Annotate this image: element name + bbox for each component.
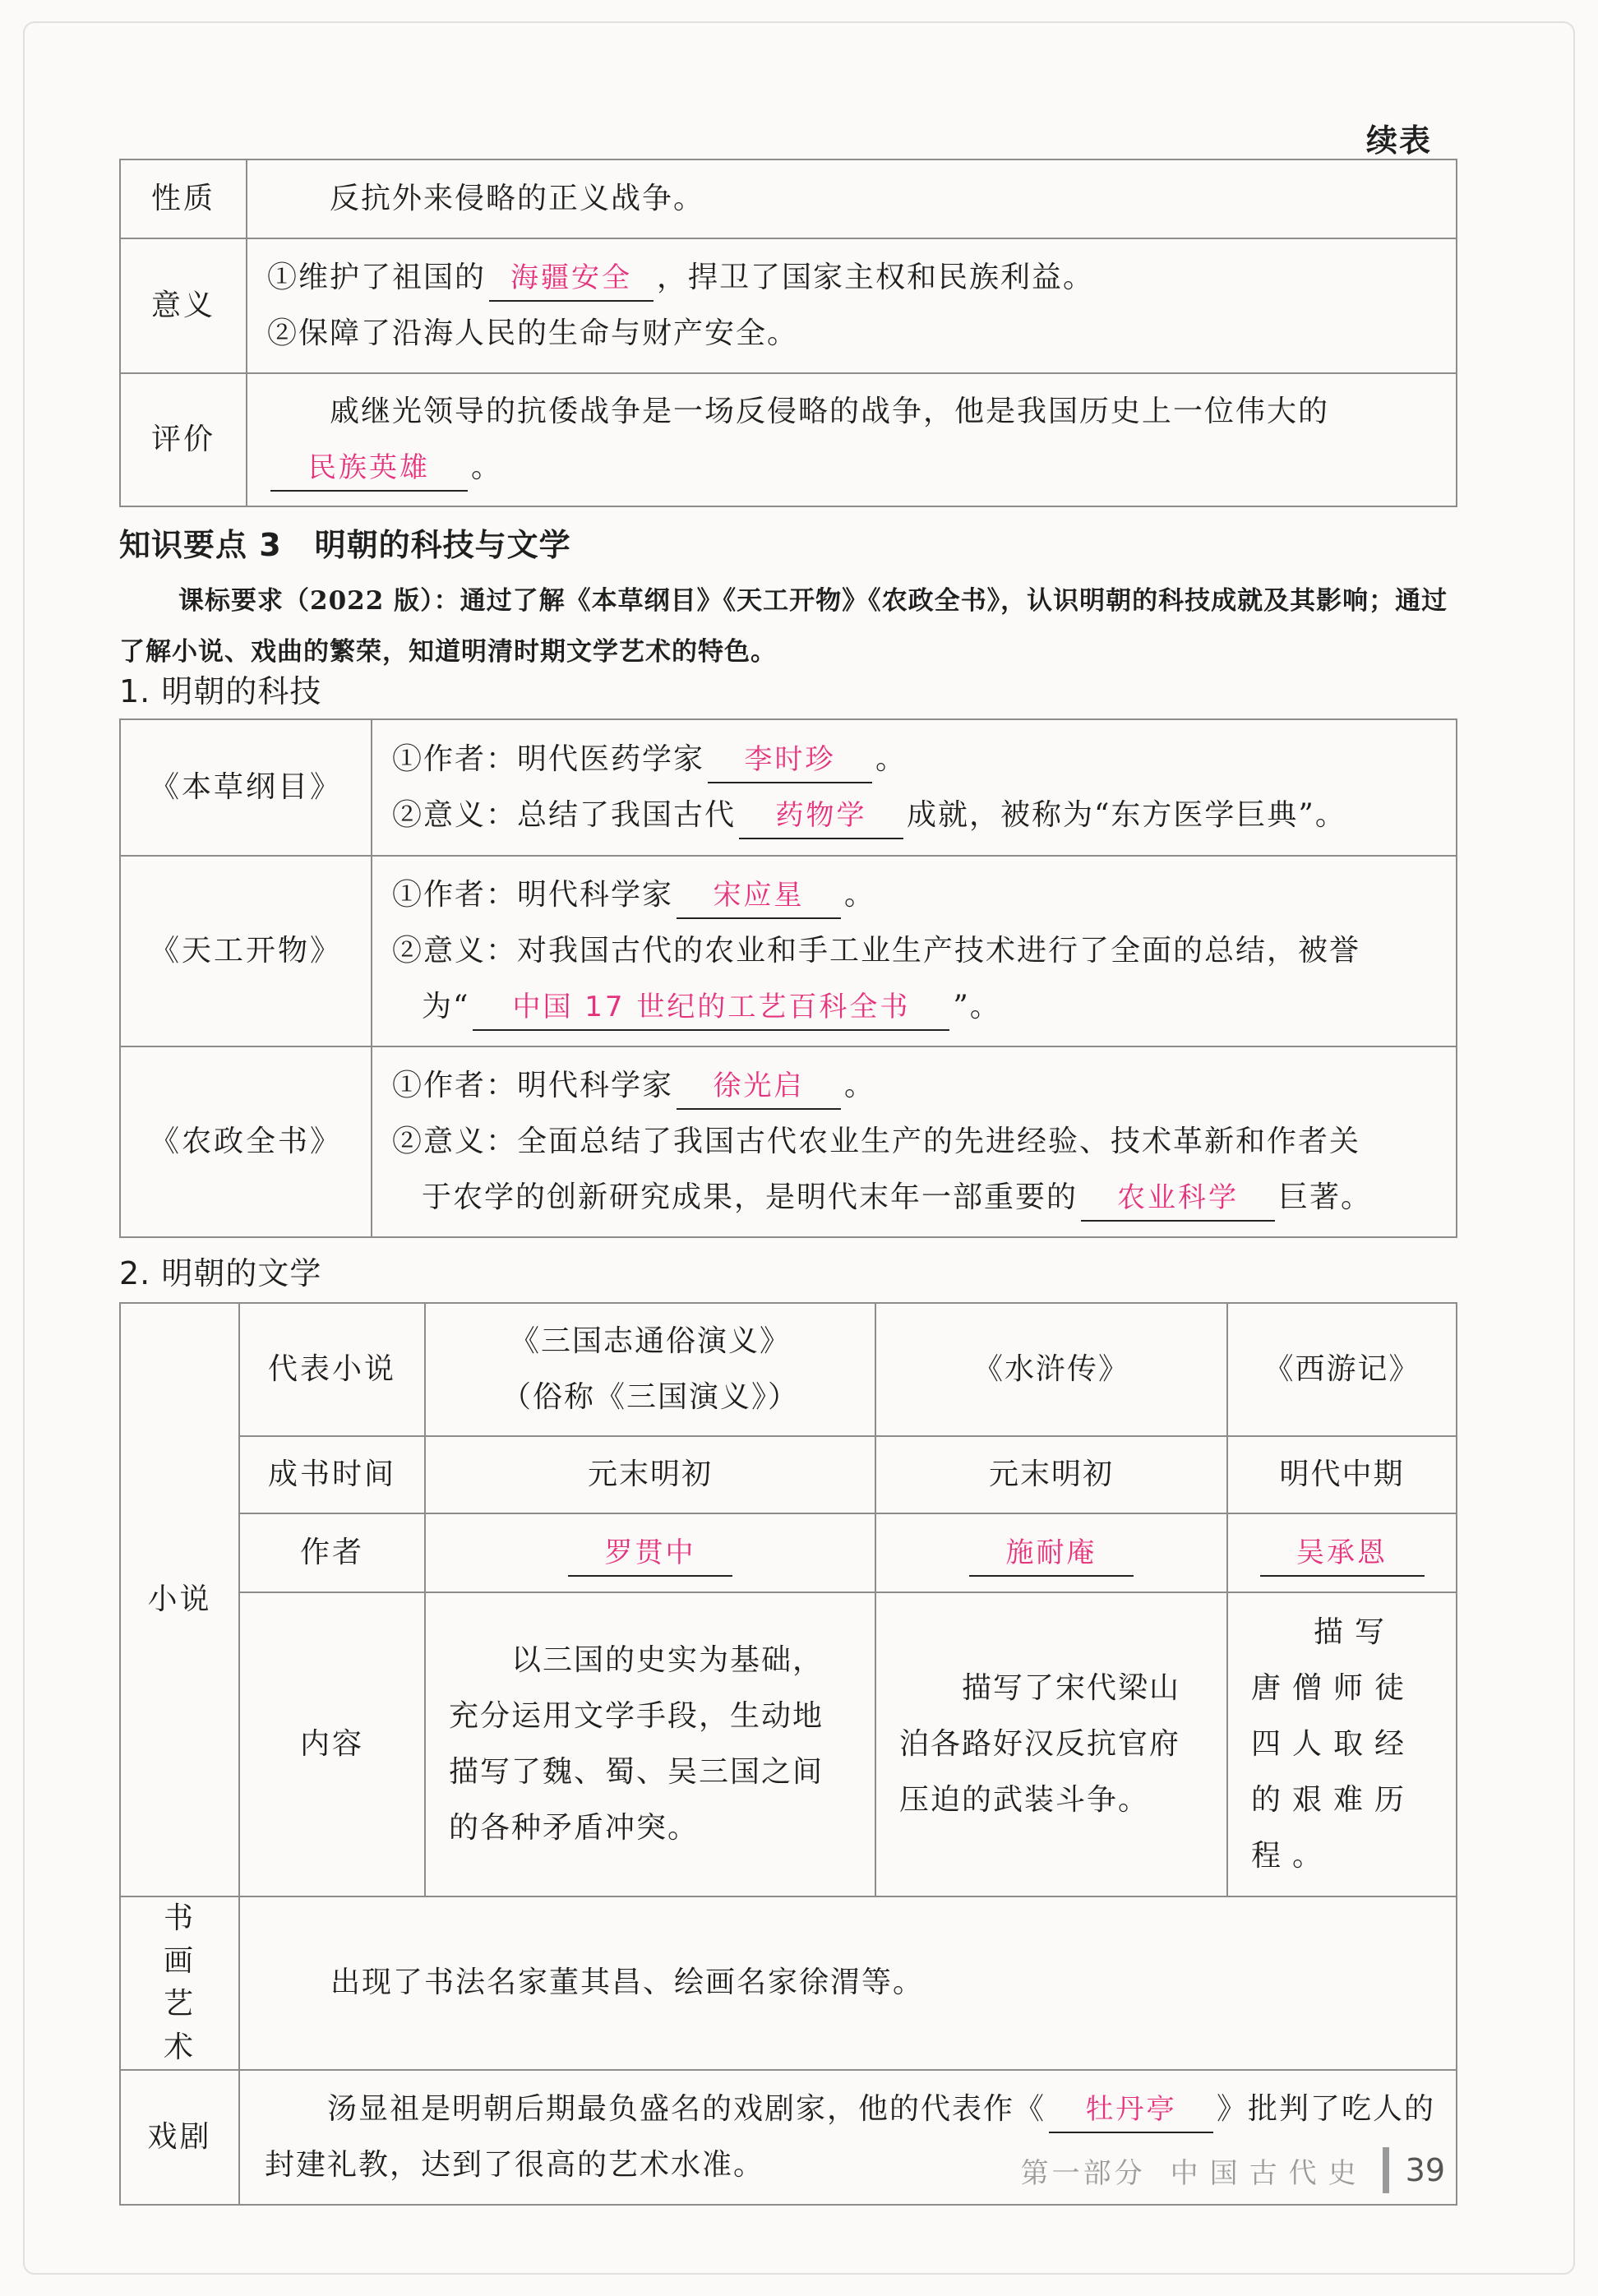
drama-label: 戏剧 — [120, 2070, 239, 2205]
novel-title: 《西游记》 — [1227, 1303, 1457, 1436]
novel-author-cell — [875, 1513, 1227, 1592]
novel-time: 元末明初 — [425, 1436, 875, 1513]
meaning-cell — [247, 238, 1457, 373]
table-row — [120, 373, 1457, 506]
answer-blank: 李时珍 — [708, 737, 872, 783]
footer-part: 第一部分 — [1020, 2156, 1146, 2190]
novel-author-cell — [1227, 1513, 1457, 1592]
novel-time: 明代中期 — [1227, 1436, 1457, 1513]
war-table — [119, 159, 1457, 507]
table-row — [120, 719, 1457, 856]
row-label-author: 作者 — [239, 1513, 425, 1592]
page-number: 39 — [1405, 2152, 1445, 2188]
drama-text: 汤显祖是明朝后期最负盛名的戏剧家，他的代表作《 牡丹亭 》批判了吃人的封建礼教，达到了很高的艺术水准。 — [239, 2070, 1457, 2205]
literature-table — [119, 1302, 1457, 2206]
row-label-meaning: 意义 — [120, 238, 247, 373]
novel-content: 描写唐僧师徒四人取经的艰难历程。 — [1227, 1592, 1457, 1896]
footer-section: 中国古代史 — [1170, 2156, 1368, 2190]
table-row — [120, 1896, 1457, 2070]
table-row — [120, 1046, 1457, 1237]
answer-blank: 吴承恩 — [1260, 1531, 1425, 1577]
table-row — [120, 238, 1457, 373]
table-row — [120, 856, 1457, 1046]
row-label-nature: 性质 — [120, 159, 247, 238]
nature-text: 反抗外来侵略的正义战争。 — [247, 159, 1457, 238]
section-heading-literature: 2. 明朝的文学 — [119, 1255, 322, 1291]
evaluation-text: 戚继光领导的抗倭战争是一场反侵略的战争，他是我国历史上一位伟大的民族英雄 。 — [247, 373, 1457, 506]
table-row — [120, 1303, 1457, 1436]
knowledge-point-title: 知识要点 3 明朝的科技与文学 — [119, 527, 571, 563]
art-text: 出现了书法名家董其昌、绘画名家徐渭等。 — [239, 1896, 1457, 2070]
book-details: ①作者：明代科学家 徐光启 。 ②意义：全面总结了我国古代农业生产的先进经验、技术革新和作者关 于农学的创新研究成果，是明代末年一部重要的 农业科学 巨著。 — [372, 1046, 1457, 1237]
novel-content: 以三国的史实为基础，充分运用文学手段，生动地描写了魏、蜀、吴三国之间的各种矛盾冲突。 — [425, 1592, 875, 1896]
answer-blank: 牡丹亭 — [1049, 2087, 1213, 2133]
curriculum-requirement: 课标要求（2022 版）：通过了解《本草纲目》《天工开物》《农政全书》，认识明朝的科技成就及其影响；通过了解小说、戏曲的繁荣，知道明清时期文学艺术的特色。 — [119, 586, 1448, 667]
science-table — [119, 718, 1457, 1238]
novel-title: 《水浒传》 — [875, 1303, 1227, 1436]
novel-title: 《三国志通俗演义》 （俗称《三国演义》） — [425, 1303, 875, 1436]
answer-blank: 中国 17 世纪的工艺百科全书 — [473, 985, 949, 1031]
row-label-time: 成书时间 — [239, 1436, 425, 1513]
answer-blank: 徐光启 — [677, 1064, 841, 1110]
novel-label: 小说 — [120, 1303, 239, 1896]
book-name: 《农政全书》 — [120, 1046, 372, 1237]
book-details: ①作者：明代科学家 宋应星 。 ②意义：对我国古代的农业和手工业生产技术进行了全面的总结，被誉 为“ 中国 17 世纪的工艺百科全书 ”。 — [372, 856, 1457, 1046]
answer-blank: 民族英雄 — [270, 446, 468, 492]
answer-blank: 海疆安全 — [489, 256, 654, 302]
book-name: 《本草纲目》 — [120, 719, 372, 856]
art-label: 书画艺术 — [120, 1896, 239, 2070]
footer-divider — [1383, 2147, 1389, 2193]
meaning-line-2: ②保障了沿海人民的生命与财产安全。 — [267, 316, 799, 350]
answer-blank: 罗贯中 — [568, 1531, 732, 1577]
novel-author-cell — [425, 1513, 875, 1592]
book-name: 《天工开物》 — [120, 856, 372, 1046]
table-row — [120, 1436, 1457, 1513]
row-label-evaluation: 评价 — [120, 373, 247, 506]
answer-blank: 农业科学 — [1081, 1176, 1275, 1222]
table-row — [120, 159, 1457, 238]
novel-content: 描写了宋代梁山泊各路好汉反抗官府压迫的武装斗争。 — [875, 1592, 1227, 1896]
row-label-works: 代表小说 — [239, 1303, 425, 1436]
book-details: ①作者：明代医药学家 李时珍 。 ②意义：总结了我国古代 药物学 成就，被称为“东方医学巨典”。 — [372, 719, 1457, 856]
meaning-line-1: ①维护了祖国的 海疆安全 ，捍卫了国家主权和民族利益。 — [267, 250, 1436, 306]
table-row — [120, 1592, 1457, 1896]
answer-blank: 宋应星 — [677, 873, 841, 919]
continued-label: 续表 — [1365, 122, 1432, 159]
row-label-content: 内容 — [239, 1592, 425, 1896]
section-heading-science: 1. 明朝的科技 — [119, 673, 322, 709]
answer-blank: 施耐庵 — [969, 1531, 1134, 1577]
novel-time: 元末明初 — [875, 1436, 1227, 1513]
answer-blank: 药物学 — [739, 793, 903, 839]
page-footer — [1021, 2147, 1445, 2193]
table-row — [120, 1513, 1457, 1592]
